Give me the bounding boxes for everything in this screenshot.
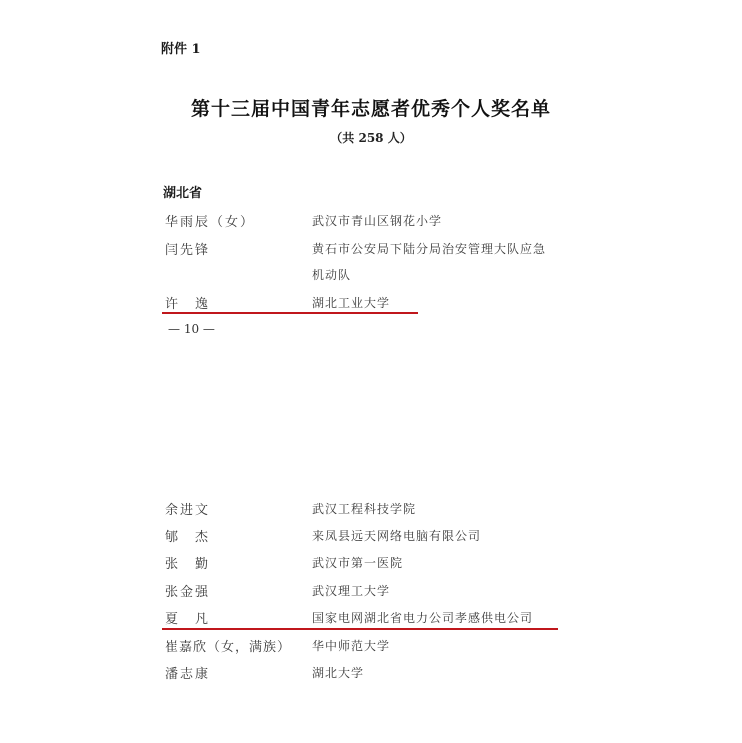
entry-name-highlighted: 许 逸 — [165, 297, 211, 312]
entry-name: 余进文 — [165, 503, 211, 518]
entry-org: 湖北大学 — [312, 666, 365, 680]
entry-name: 张金强 — [165, 585, 211, 600]
entry-name: 华雨辰（女） — [165, 215, 256, 230]
entry-org: 黄石市公安局下陆分局治安管理大队应急 — [312, 242, 547, 256]
entry-org: 武汉理工大学 — [312, 584, 391, 598]
document-title: 第十三届中国青年志愿者优秀个人奖名单 — [190, 98, 551, 120]
entry-org: 来凤县远天网络电脑有限公司 — [312, 529, 482, 543]
entry-name: 闫先锋 — [165, 243, 211, 258]
entry-name: 郇 杰 — [165, 530, 211, 545]
entry-org: 武汉市第一医院 — [312, 556, 404, 570]
entry-org-continued: 机动队 — [312, 268, 352, 282]
document-subtitle: （共 258 人） — [330, 131, 412, 145]
highlight-underline — [162, 312, 418, 314]
entry-org-highlighted: 湖北工业大学 — [312, 296, 391, 310]
page-number: — 10 — — [168, 322, 215, 336]
attachment-label: 附件 1 — [161, 42, 201, 57]
entry-name: 张 勤 — [165, 557, 211, 572]
entry-org-highlighted: 国家电网湖北省电力公司孝感供电公司 — [312, 611, 534, 625]
highlight-underline — [162, 628, 558, 630]
entry-name: 崔嘉欣（女，满族） — [165, 640, 292, 655]
entry-org: 武汉工程科技学院 — [312, 502, 417, 516]
entry-name: 潘志康 — [165, 667, 211, 682]
entry-org: 武汉市青山区钢花小学 — [312, 214, 443, 228]
entry-org: 华中师范大学 — [312, 639, 391, 653]
province-heading: 湖北省 — [163, 186, 203, 201]
entry-name-highlighted: 夏 凡 — [165, 612, 211, 627]
